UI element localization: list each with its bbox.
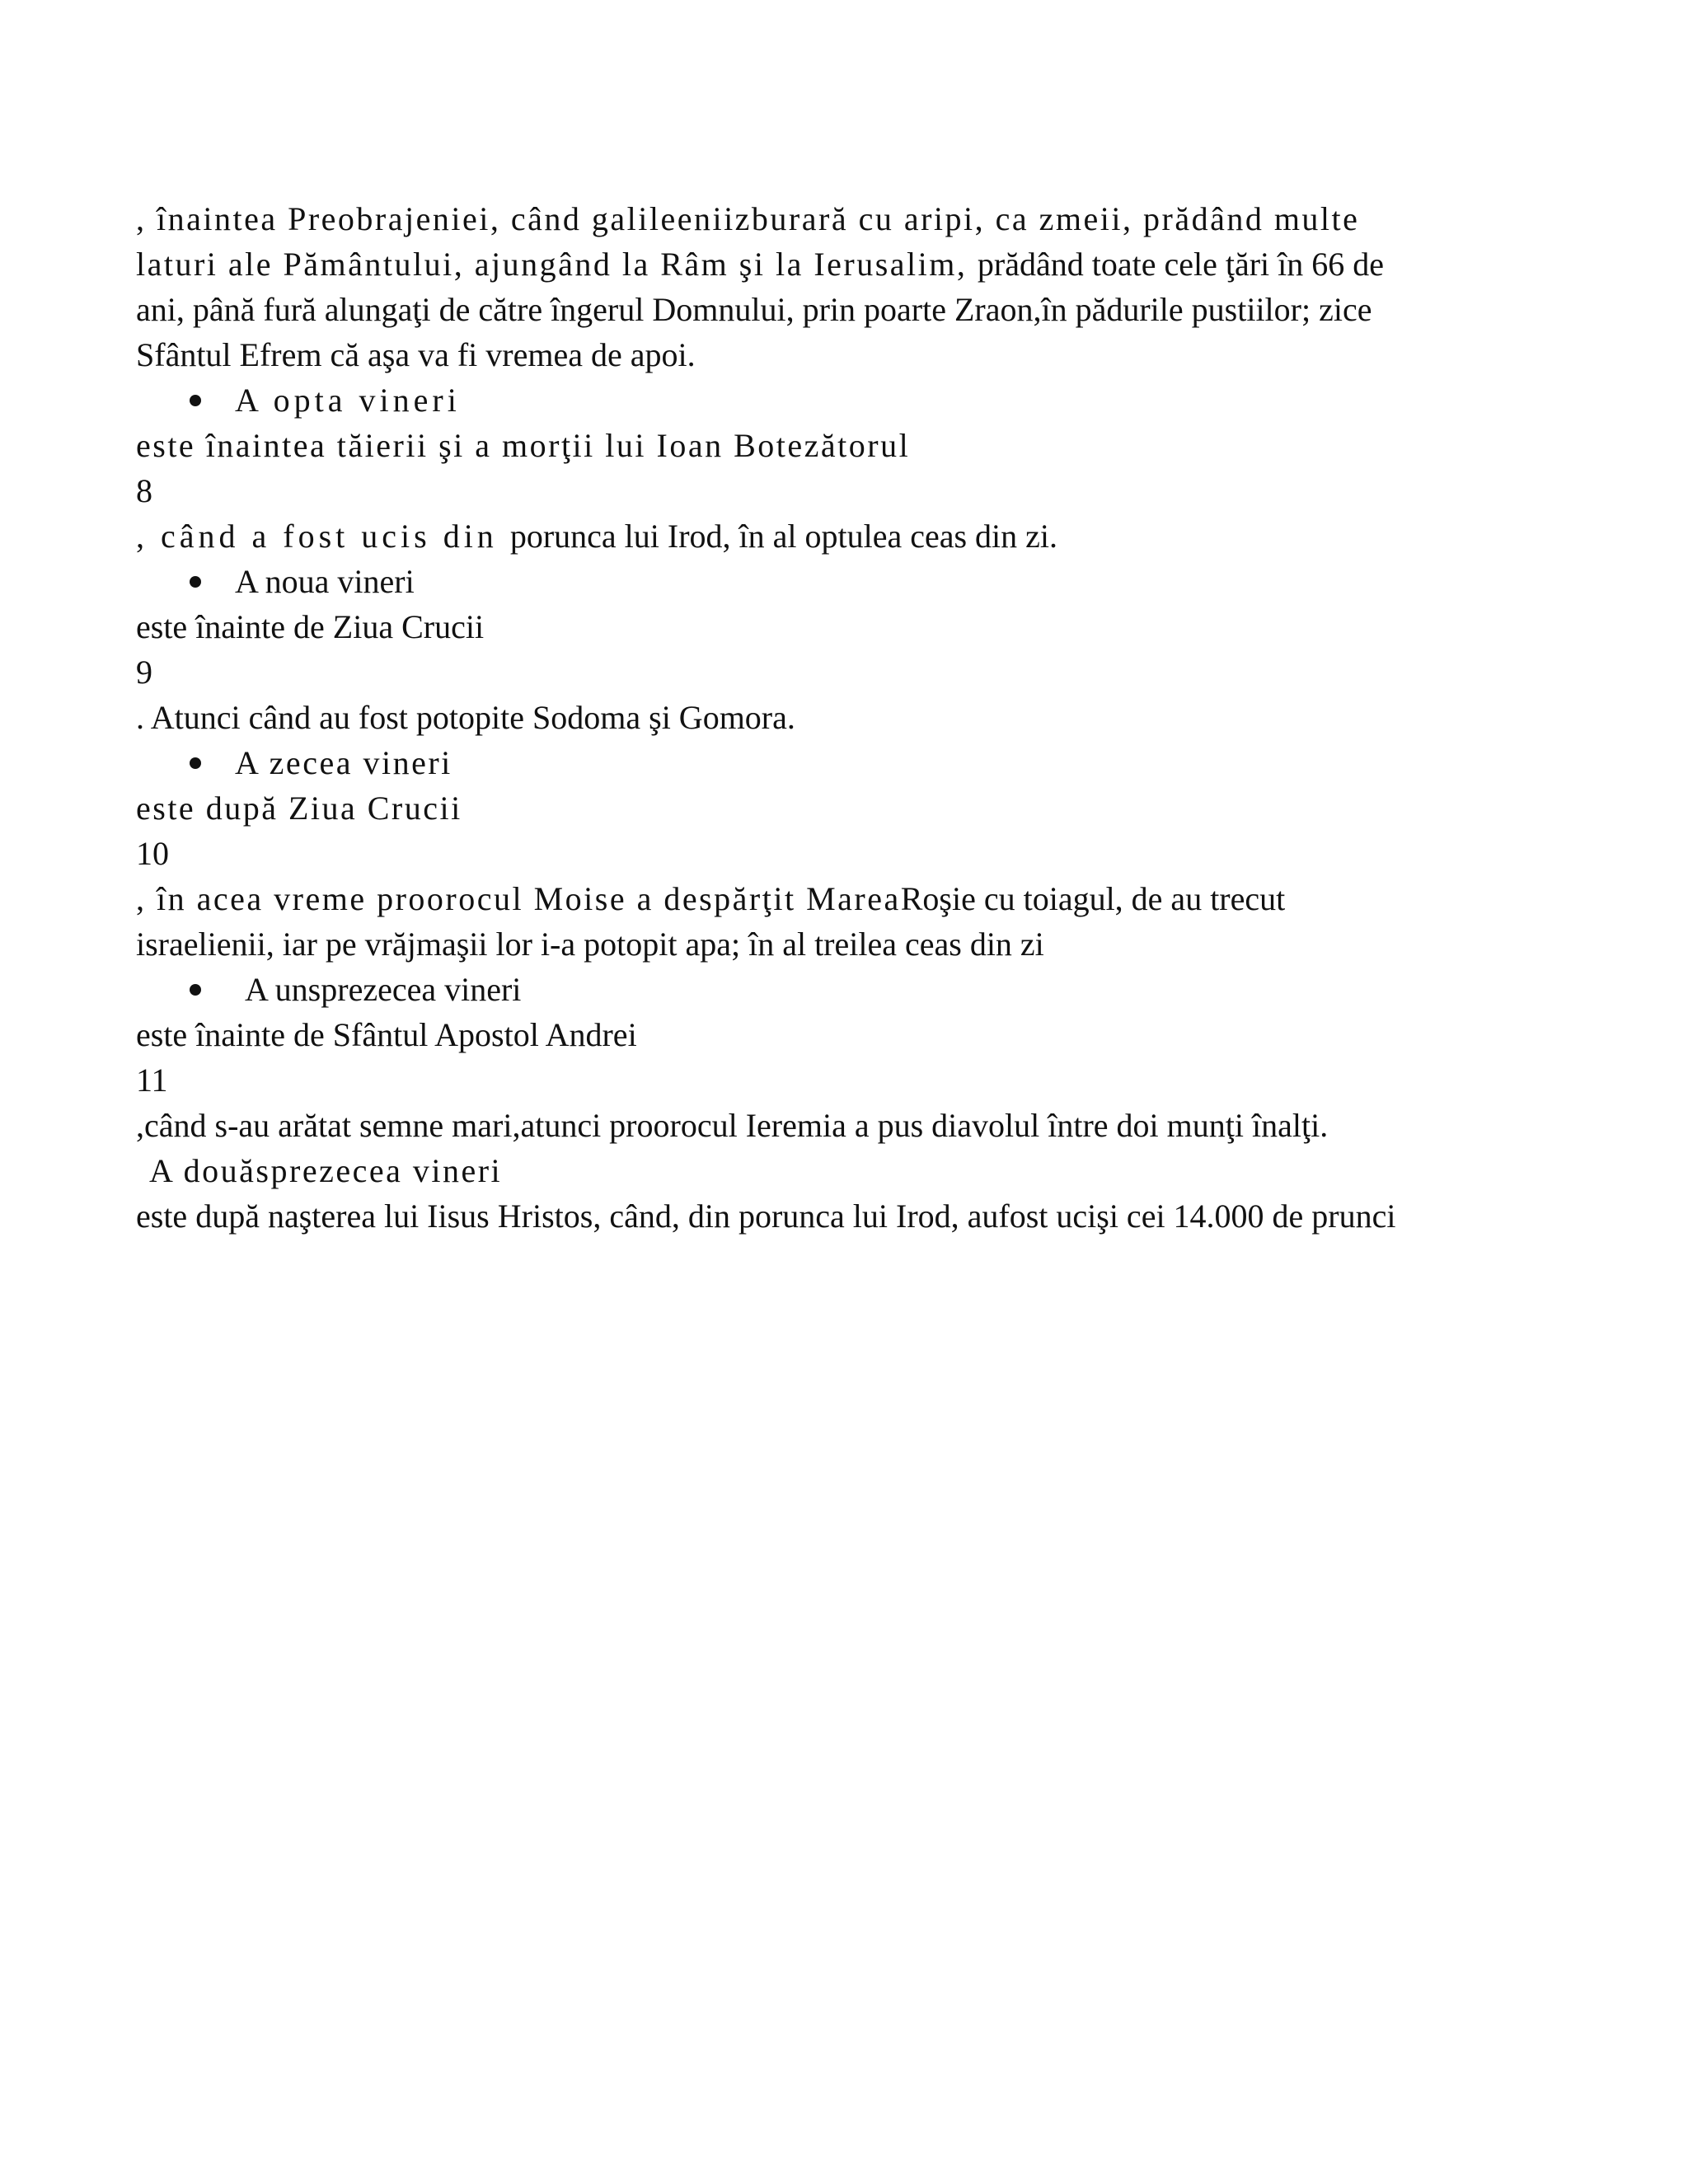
paragraph-line: . Atunci când au fost potopite Sodoma şi Gomora. — [136, 699, 795, 736]
paragraph-line: este înainte de Ziua Crucii — [136, 608, 485, 645]
paragraph-text: , când a fost ucis din — [136, 518, 510, 555]
list-item-heading: A opta vineri — [235, 382, 461, 419]
footnote-number: 9 — [136, 654, 152, 691]
paragraph-text: laturi ale Pământului, ajungând la Râm şi la Ierusalim, — [136, 246, 978, 283]
bullet-icon — [190, 576, 201, 588]
paragraph-line: este după naşterea lui Iisus Hristos, când, din porunca lui Irod, aufost ucişi cei 14.000 de prunci — [136, 1197, 1396, 1235]
paragraph-line — [136, 513, 1644, 559]
list-item-friday-9 — [136, 559, 1644, 604]
list-item-friday-11 — [136, 967, 1644, 1012]
list-item-heading: A zecea vineri — [235, 744, 452, 781]
paragraph-text: porunca lui Irod, în al optulea ceas din zi. — [509, 518, 1058, 555]
bullet-icon — [190, 395, 201, 406]
paragraph-line: , înaintea Preobrajeniei, când galileeniizburară cu aripi, ca zmeii, prădând multe — [136, 200, 1360, 237]
list-item-friday-8 — [136, 377, 1644, 423]
text-block — [136, 196, 1644, 1239]
list-item-heading: A unsprezecea vineri — [245, 971, 522, 1008]
footnote-number: 11 — [136, 1062, 168, 1099]
paragraph-line: este înainte de Sfântul Apostol Andrei — [136, 1016, 637, 1053]
paragraph-line: Sfântul Efrem că aşa va fi vremea de apoi. — [136, 336, 696, 373]
paragraph-line — [136, 876, 1644, 921]
paragraph-line: ani, până fură alungaţi de către îngerul Domnului, prin poarte Zraon,în pădurile pustiilor; zice — [136, 291, 1372, 328]
section-heading-friday-12: A douăsprezecea vineri — [149, 1152, 503, 1189]
list-item-friday-10 — [136, 740, 1644, 785]
paragraph-line: este după Ziua Crucii — [136, 790, 462, 827]
paragraph-text: Roşie cu toiagul, de au trecut — [900, 880, 1286, 917]
list-item-heading: A noua vineri — [235, 563, 415, 600]
paragraph-line: ,când s-au arătat semne mari,atunci proorocul Ieremia a pus diavolul între doi munţi înalţi. — [136, 1107, 1329, 1144]
paragraph-text: , în acea vreme proorocul Moise a despărţit Marea — [136, 880, 901, 917]
footnote-number: 8 — [136, 472, 152, 509]
paragraph-line: israelienii, iar pe vrăjmaşii lor i-a potopit apa; în al treilea ceas din zi — [136, 926, 1044, 963]
paragraph-text: prădând toate cele ţări în 66 de — [977, 246, 1384, 283]
paragraph-line: este înaintea tăierii şi a morţii lui Ioan Botezătorul — [136, 427, 911, 464]
paragraph-line — [136, 241, 1644, 287]
bullet-icon — [190, 757, 201, 769]
footnote-number: 10 — [136, 835, 169, 872]
bullet-icon — [190, 984, 201, 996]
